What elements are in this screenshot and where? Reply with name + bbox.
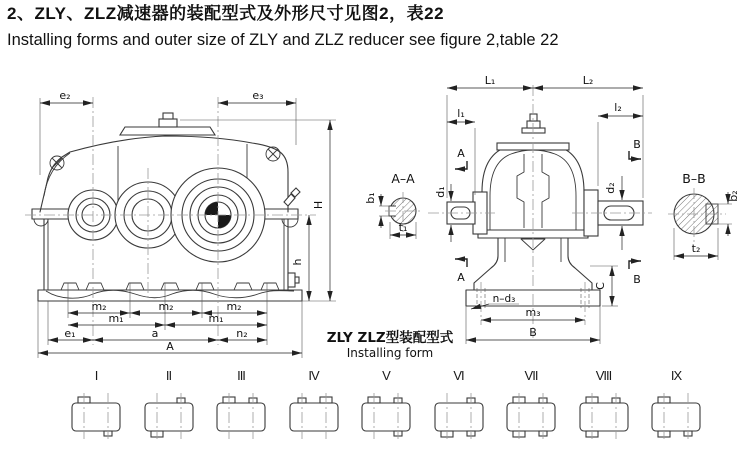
side-view — [25, 89, 336, 358]
dim-label-C: C — [594, 282, 607, 290]
installing-form-2 — [137, 368, 201, 448]
dim-label-m1-2: m₁ — [208, 312, 224, 325]
dim-label-n2: n₂ — [236, 327, 248, 340]
installing-form-7 — [499, 368, 563, 448]
cut-label-B-top: B — [633, 138, 641, 151]
dim-label-m3: m₃ — [525, 306, 541, 319]
dim-label-d1: d₁ — [434, 186, 447, 198]
installing-form-9 — [644, 368, 708, 448]
front-view — [428, 74, 652, 344]
installing-form-1 — [64, 368, 128, 448]
form-icon-1 — [64, 389, 128, 441]
section-bb-title: B–B — [682, 171, 706, 186]
form-icon-8 — [572, 389, 636, 441]
dim-label-m1-1: m₁ — [108, 312, 124, 325]
form-icon-2 — [137, 389, 201, 441]
base-feet — [38, 283, 302, 301]
title-english: Installing forms and outer size of ZLY and ZLZ reducer see figure 2,table 22 — [7, 30, 559, 49]
form-icon-9 — [644, 389, 708, 441]
dim-label-n-d3: n–d₃ — [492, 293, 516, 305]
dim-label-m2-1: m₂ — [91, 300, 107, 313]
form-numeral: II — [165, 368, 172, 383]
section-b-b — [668, 171, 740, 260]
dim-label-h: h — [291, 258, 304, 266]
dim-label-l1: l₁ — [457, 107, 465, 120]
form-icon-5 — [354, 389, 418, 441]
cut-label-A-top: A — [457, 147, 465, 160]
eyebolt-hole-right-icon — [266, 147, 280, 161]
form-numeral: IX — [670, 368, 682, 383]
form-icon-7 — [499, 389, 563, 441]
form-numeral: III — [237, 368, 245, 383]
dim-label-a: a — [151, 327, 159, 340]
installing-form-3 — [209, 368, 273, 448]
installing-form-5 — [354, 368, 418, 448]
title-chinese: 2、ZLY、ZLZ减速器的装配型式及外形尺寸见图2，表22 — [7, 4, 445, 23]
caption-english: Installing form — [346, 346, 434, 360]
form-numeral: IV — [308, 368, 319, 383]
dim-label-H: H — [312, 200, 325, 210]
dim-label-t2: t₂ — [691, 242, 701, 255]
section-aa-title: A–A — [391, 171, 415, 186]
form-icon-4 — [282, 389, 346, 441]
dim-label-b2: b₂ — [727, 190, 740, 202]
form-numeral: V — [382, 368, 390, 383]
drain-plug-icon — [288, 273, 299, 287]
dim-label-l2: l₂ — [614, 101, 622, 114]
dim-label-b1: b₁ — [364, 192, 377, 204]
form-icon-3 — [209, 389, 273, 441]
eyebolt-hole-left-icon — [50, 156, 64, 170]
dim-label-L1: L₁ — [484, 74, 496, 87]
figure-caption — [327, 329, 454, 360]
installing-form-4 — [282, 368, 346, 448]
form-numeral: I — [94, 368, 98, 383]
dim-label-L2: L₂ — [582, 74, 594, 87]
inspection-cover — [120, 113, 215, 135]
installing-forms-row — [0, 368, 750, 448]
form-numeral: VI — [453, 368, 464, 383]
installing-form-6 — [427, 368, 491, 448]
form-numeral: VII — [524, 368, 538, 383]
dim-label-d2: d₂ — [604, 182, 617, 194]
dim-label-e2: e₂ — [59, 89, 71, 102]
dim-label-B-width: B — [529, 326, 537, 339]
cut-label-B-bottom: B — [633, 273, 641, 286]
form-numeral: VIII — [595, 368, 612, 383]
dim-label-t1: t₁ — [398, 221, 408, 234]
cut-label-A-bottom: A — [457, 271, 465, 284]
installing-form-8 — [572, 368, 636, 448]
breather-plug-icon — [284, 188, 300, 206]
dim-label-m2-2: m₂ — [158, 300, 174, 313]
dim-label-m2-3: m₂ — [226, 300, 242, 313]
dim-label-A: A — [166, 340, 174, 353]
form-icon-6 — [427, 389, 491, 441]
caption-chinese: ZLY ZLZ型装配型式 — [326, 330, 454, 346]
dim-label-e1: e₁ — [64, 327, 76, 340]
dim-label-e3: e₃ — [252, 89, 264, 102]
section-a-a — [364, 171, 421, 239]
